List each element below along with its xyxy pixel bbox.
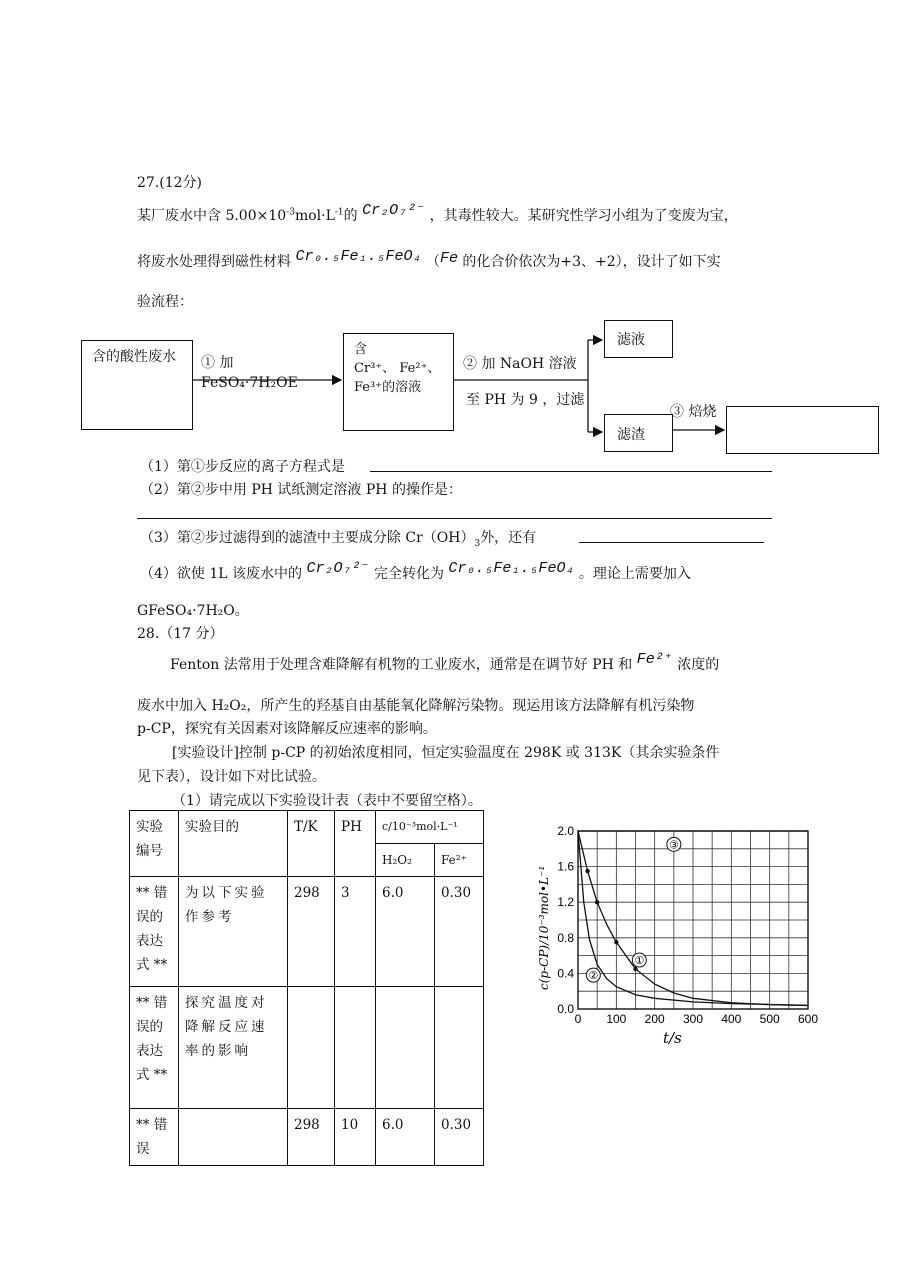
flow-box-residue-label: 滤渣: [617, 427, 645, 443]
x-tick-label: 400: [721, 1012, 742, 1026]
cell-id: ** 错误的表达式 **: [130, 987, 179, 1109]
cell-fe[interactable]: [435, 987, 484, 1109]
x-tick-label: 200: [644, 1012, 665, 1026]
cell-ph: 3: [335, 877, 376, 987]
q28-p6: （1）请完成以下实验设计表（表中不要留空格）。: [172, 793, 482, 809]
table-row: [130, 877, 484, 987]
flow-box-solution-l3: Fe³⁺的溶液: [354, 380, 422, 395]
flow-box-wastewater-label: 含的酸性废水: [92, 349, 176, 365]
cell-purpose[interactable]: [179, 1109, 288, 1166]
flow-box-solution-l1: 含: [354, 342, 368, 357]
cell-t: 298: [288, 877, 335, 987]
q27-line2-b: （: [425, 254, 440, 270]
series-point: [633, 967, 637, 971]
x-tick-label: 0: [574, 1012, 582, 1026]
th-id: 实验编号: [130, 811, 179, 877]
y-tick-label: 0.0: [557, 1002, 574, 1016]
y-tick-label: 0.4: [557, 966, 574, 981]
formula-cr2o7: Cr₂O₇²⁻: [362, 202, 426, 219]
q27-line1-a: 某厂废水中含 5.00×10: [137, 208, 287, 224]
table-header-row: [130, 811, 484, 844]
cell-ph[interactable]: [335, 987, 376, 1109]
q27-sub4-d: GFeSO₄·7H₂O。: [137, 603, 249, 619]
q27-sub3-a: （3）第②步过滤得到的滤渣中主要成分除 Cr（OH）: [140, 530, 475, 546]
table-row: [130, 987, 484, 1109]
q27-sub4: [140, 560, 691, 583]
flow-box-filtrate-label: 滤液: [617, 332, 645, 348]
q28-p3: p-CP，探究有关因素对该降解反应速率的影响。: [137, 721, 437, 737]
formula-fe: Fe: [439, 250, 458, 267]
q27-sub1-answer-line[interactable]: [370, 471, 772, 472]
th-c: c/10⁻³mol·L⁻¹: [376, 811, 484, 844]
sub4-formula-product: Cr₀.₅Fe₁.₅FeO₄: [448, 560, 575, 577]
q27-line1-exp2: -1: [334, 207, 344, 218]
q27-line1-c: 的: [343, 208, 358, 224]
q27-sub2: （2）第②步中用 PH 试纸测定溶液 PH 的操作是：: [140, 482, 462, 498]
q27-line2-c: 的化合价依次为+3、+2），设计了如下实: [462, 254, 721, 270]
q27-sub4-c: 。理论上需要加入: [578, 566, 691, 582]
y-tick-label: 1.2: [557, 895, 574, 910]
flow-arrow3-label: ③ 焙烧: [670, 404, 717, 420]
y-tick-label: 2.0: [557, 824, 574, 838]
x-tick-label: 100: [606, 1012, 627, 1026]
q27-line2-a: 将废水处理得到磁性材料: [137, 254, 291, 270]
q27-line3: 验流程：: [137, 294, 193, 310]
x-tick-label: 600: [797, 1012, 819, 1026]
flow-arrow2-label1: ② 加 NaOH 溶液: [463, 356, 577, 372]
th-ph: PH: [335, 811, 376, 877]
q27-line1-b: mol·L: [294, 208, 335, 224]
cell-h2o2: 6.0: [376, 877, 435, 987]
flow-arrows: [0, 0, 909, 470]
formula-fe2: Fe²⁺: [636, 651, 673, 668]
cell-fe: 0.30: [435, 1109, 484, 1166]
series-label: ①: [634, 954, 645, 968]
q28-p5: 见下表），设计如下对比试验。: [137, 769, 326, 785]
cell-id: ** 错误的表达式 **: [130, 877, 179, 987]
cell-t: 298: [288, 1109, 335, 1166]
q27-header: 27.(12分): [137, 175, 203, 191]
cell-fe: 0.30: [435, 877, 484, 987]
flow-box-solution-l2: Cr³⁺、 Fe²⁺、: [354, 361, 441, 376]
table-row: [130, 1109, 484, 1166]
y-tick-label: 0.8: [557, 930, 574, 945]
x-tick-label: 300: [682, 1012, 704, 1026]
x-tick-label: 500: [759, 1012, 780, 1026]
th-h2o2: H₂O₂: [376, 844, 435, 877]
q27-sub3-sub: 3: [474, 538, 481, 549]
cell-h2o2: 6.0: [376, 1109, 435, 1166]
cell-h2o2[interactable]: [376, 987, 435, 1109]
series-label: ③: [668, 838, 679, 852]
series-point: [614, 940, 618, 944]
y-tick-label: 1.6: [557, 859, 574, 874]
q28-p1-a: Fenton 法常用于处理含难降解有机物的工业废水，通常是在调节好 PH 和: [170, 657, 633, 673]
q27-sub3: [140, 527, 536, 549]
q28-p2: 废水中加入 H₂O₂，所产生的羟基自由基能氧化降解污染物。现运用该方法降解有机污染物: [137, 698, 695, 714]
th-fe: Fe²⁺: [435, 844, 484, 877]
flow-arrow1-label: ① 加 FeSO₄·7H₂OE: [201, 355, 298, 391]
formula-product: Cr₀.₅Fe₁.₅FeO₄: [295, 248, 422, 265]
q27-sub3-b: 外，还有: [480, 530, 537, 546]
q28-p4: [实验设计]控制 p-CP 的初始浓度相同，恒定实验温度在 298K 或 313K（其余实验条件: [172, 745, 720, 761]
experiment-table: [129, 810, 484, 1166]
th-purpose: 实验目的: [179, 811, 288, 877]
q28-header: 28.（17 分）: [137, 626, 224, 642]
cell-ph: 10: [335, 1109, 376, 1166]
q27-line1-exp: -3: [286, 207, 295, 218]
q27-sub2-answer-line[interactable]: [137, 518, 772, 519]
q28-p1-b: 浓度的: [677, 657, 720, 673]
q27-sub3-answer-line[interactable]: [579, 542, 764, 543]
q27-sub4-a: （4）欲使 1L 该废水中的: [140, 566, 303, 582]
series-point: [595, 900, 599, 904]
th-t: T/K: [288, 811, 335, 877]
series-point: [585, 869, 589, 873]
x-axis-label: t/s: [663, 1029, 682, 1047]
series-label: ②: [588, 969, 599, 983]
q27-sub4-b: 完全转化为: [373, 566, 444, 582]
flow-arrow2-label2: 至 PH 为 9 ，过滤: [466, 392, 585, 408]
y-axis-label: c(p-CP)/10⁻³mol•L⁻¹: [537, 865, 551, 990]
q28-p1: [170, 651, 720, 674]
q27-sub1: （1）第①步反应的离子方程式是: [140, 459, 345, 475]
cell-purpose: 探究温度对降解反应速率的影响: [179, 987, 288, 1109]
pcp-concentration-chart: [520, 815, 820, 1055]
cell-purpose: 为以下实验作参考: [179, 877, 288, 987]
q27-line1-d: ，其毒性较大。某研究性学习小组为了变废为宝，: [429, 208, 738, 224]
cell-id: ** 错误: [130, 1109, 179, 1166]
sub4-formula-cr2o7: Cr₂O₇²⁻: [306, 560, 370, 577]
cell-t[interactable]: [288, 987, 335, 1109]
